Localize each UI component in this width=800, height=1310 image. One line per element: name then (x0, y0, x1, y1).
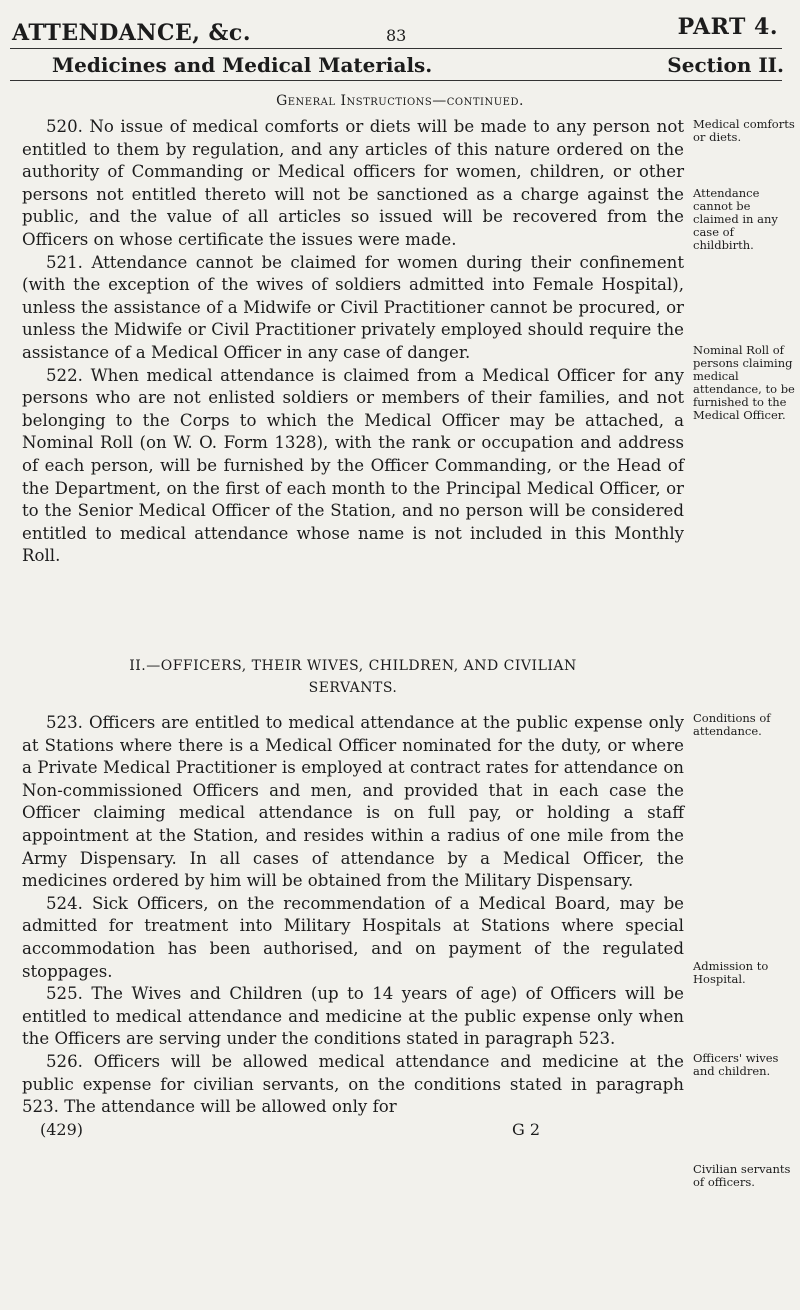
paragraphs-bottom (22, 712, 684, 1141)
paragraph-text: No issue of medical comforts or diets will be made to any person not entitled to them by regulation, and any articles of this nature ordered on the authority of Commanding or Medical officers for women, children, or other persons not entitled thereto will not be sanctioned as a charge against the public, and the value of all articles so issued will be recovered from the Officers on whose certificate the issues were made. (22, 117, 684, 249)
paragraph-number: 526. (46, 1051, 83, 1071)
signature-mark: (429) (40, 1119, 84, 1139)
paragraph-number: 521. (46, 252, 83, 272)
margin-note-medical-comforts: Medical comforts or diets. (693, 117, 795, 144)
paragraph-524 (22, 893, 684, 983)
paragraph-number: 525. (46, 984, 83, 1004)
section-label: Section II. (667, 53, 784, 77)
margin-note-admission: Admission to Hospital. (693, 959, 769, 986)
section-heading (28, 655, 678, 699)
paragraph-number: 520. (46, 117, 83, 136)
paragraph-522 (22, 365, 684, 568)
subtitle-rule (10, 80, 782, 81)
paragraph-text: When medical attendance is claimed from a Medical Officer for any persons who are not enlisted soldiers or members of their families, and not belonging to the Corps to which the Medical Officer may be attached, a Nominal Roll (on W. O. Form 1328), with the rank or occupation and address of each person, will be furnished by the Officer Commanding, or the Head of the Department, on the first of each month to the Principal Medical Officer, or to the Senior Medical Officer of the Station, and no person will be considered entitled to medical attendance whose name is not included in this Monthly Roll. (22, 365, 684, 566)
subtitle: Medicines and Medical Materials. (52, 53, 433, 77)
page-number: 83 (386, 26, 407, 45)
paragraph-523 (22, 712, 684, 893)
margin-note-civilian-servants: Civilian servants of officers. (693, 1162, 791, 1189)
paragraph-number: 524. (46, 893, 83, 913)
page-footer (22, 1119, 540, 1142)
header-rule (10, 48, 782, 49)
part-label: PART 4. (677, 14, 778, 40)
section-heading-line2: SERVANTS. (308, 680, 398, 696)
running-title: ATTENDANCE, &c. (12, 20, 251, 46)
paragraph-525 (22, 983, 684, 1051)
paragraph-520 (22, 116, 684, 252)
paragraph-number: 523. (46, 713, 83, 732)
paragraph-text: Attendance cannot be claimed for women during their confinement (with the exception of the wives of soldiers admitted into Female Hospital), unless the assistance of a Midwife or Civil Practitioner cannot be procured, or unless the Midwife or Civil Practitioner privately employed should require the assistance of a Medical Officer in any case of danger. (22, 252, 684, 362)
paragraph-text: Officers will be allowed medical attendance and medicine at the public expense for civilian servants, on the conditions stated in paragraph 523. The attendance will be allowed only for (22, 1051, 684, 1117)
paragraphs-top (22, 116, 684, 568)
general-instructions-heading: General Instructions—continued. (276, 93, 524, 109)
sheet-mark: G 2 (511, 1119, 540, 1139)
section-heading-line1: II.—OFFICERS, THEIR WIVES, CHILDREN, AND CIVILIAN (129, 658, 577, 674)
paragraph-text: The Wives and Children (up to 14 years of age) of Officers will be entitled to medical attendance and medicine at the public expense only when the Officers are serving under the conditions stated in paragraph 523. (22, 984, 684, 1049)
paragraph-526 (22, 1051, 684, 1119)
margin-note-childbirth: Attendance cannot be claimed in any case of childbirth. (693, 186, 778, 252)
paragraph-number: 522. (46, 365, 83, 385)
paragraph-text: Officers are entitled to medical attendance at the public expense only at Stations where there is a Medical Officer nominated for the duty, or where a Private Medical Practitioner is employed at contract rates for attendance on Non-commissioned Officers and men, and provided that in each case the Officer claiming medical attendance is on full pay, or holding a staff appointment at the Station, and resides within a radius of one mile from the Army Dispensary. In all cases of attendance by a Medical Officer, the medicines ordered by him will be obtained from the Military Dispensary. (22, 713, 684, 891)
paragraph-text: Sick Officers, on the recommendation of a Medical Board, may be admitted for treatment into Military Hospitals at Stations where special accommodation has been authorised, and on payment of the regulated stoppages. (22, 893, 685, 981)
margin-note-conditions: Conditions of attendance. (693, 711, 771, 738)
paragraph-521 (22, 252, 684, 365)
margin-note-wives-children: Officers' wives and children. (693, 1051, 779, 1078)
margin-note-nominal-roll: Nominal Roll of persons claiming medical attendance, to be furnished to the Medical Officer. (693, 343, 795, 422)
